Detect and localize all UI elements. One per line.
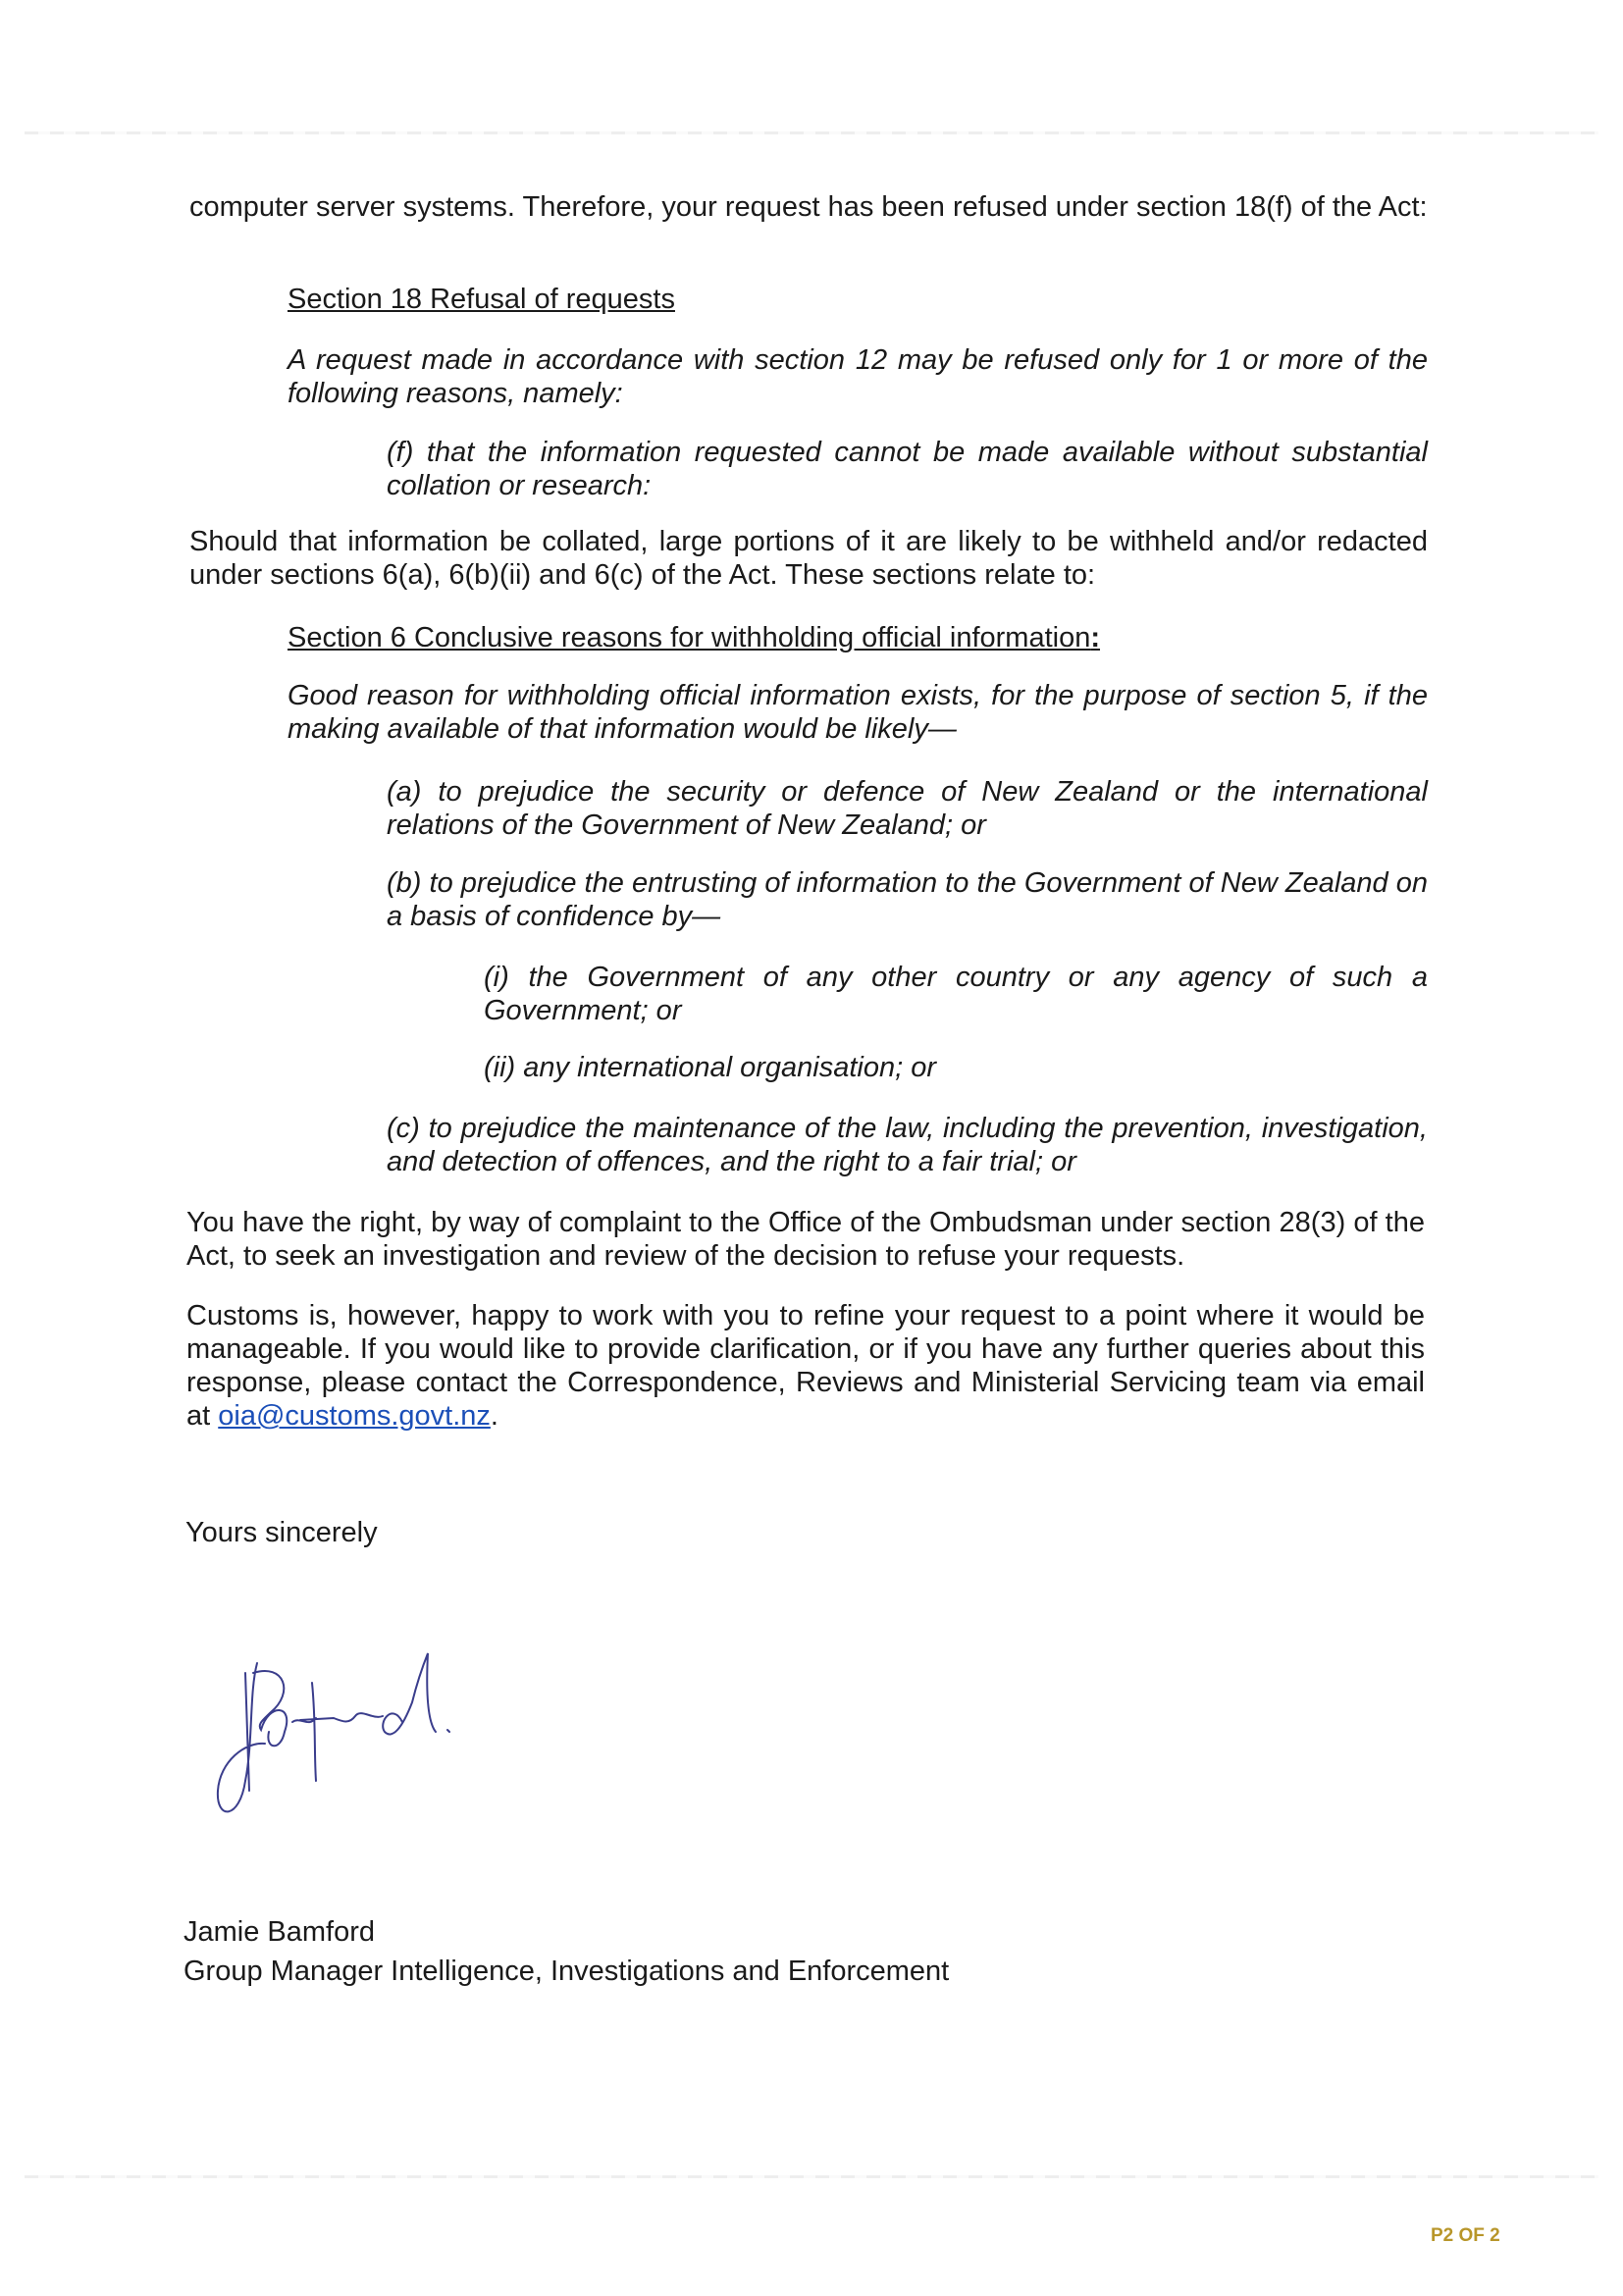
section-6-heading-colon: : bbox=[1090, 622, 1101, 653]
paragraph-ombudsman: You have the right, by way of complaint to the Office of the Ombudsman under section 28(3) of the Act, to seek an investigation and review of the decision to refuse your requests. bbox=[186, 1207, 1425, 1272]
paragraph-contact bbox=[186, 1299, 1425, 1433]
email-link[interactable]: oia@customs.govt.nz bbox=[218, 1400, 491, 1432]
signature-image bbox=[206, 1634, 491, 1830]
section-18-text: A request made in accordance with section 12 may be refused only for 1 or more of the following reasons, namely: bbox=[288, 344, 1428, 409]
section-6-a: (a) to prejudice the security or defence of New Zealand or the international relations of the Government of New Zealand; or bbox=[387, 776, 1428, 841]
scan-artifact-bottom bbox=[25, 2175, 1598, 2178]
page-number: P2 OF 2 bbox=[1431, 2225, 1500, 2246]
section-6-c: (c) to prejudice the maintenance of the law, including the prevention, investigation, and detection of offences, and the right to a fair trial; or bbox=[387, 1113, 1428, 1177]
contact-text: Customs is, however, happy to work with you to refine your request to a point where it would be manageable. If you would like to provide clarification, or if you have any further queries about this response, please contact the Correspondence, Reviews and Ministerial Servicing team via email at bbox=[186, 1300, 1425, 1432]
salutation: Yours sincerely bbox=[185, 1517, 378, 1548]
section-6-b-ii: (ii) any international organisation; or bbox=[484, 1052, 937, 1083]
section-6-heading bbox=[288, 621, 1100, 654]
section-6-text: Good reason for withholding official information exists, for the purpose of section 5, if the making available of that information would be likely— bbox=[288, 680, 1428, 745]
section-18-heading: Section 18 Refusal of requests bbox=[288, 284, 675, 315]
section-6-b-i: (i) the Government of any other country or any agency of such a Government; or bbox=[484, 962, 1428, 1026]
section-6-heading-text: Section 6 Conclusive reasons for withholding official information bbox=[288, 622, 1091, 653]
paragraph-withheld: Should that information be collated, large portions of it are likely to be withheld and/or redacted under sections 6(a), 6(b)(ii) and 6(c) of the Act. These sections relate to: bbox=[189, 526, 1428, 591]
signatory-name: Jamie Bamford bbox=[183, 1916, 376, 1948]
section-6-b: (b) to prejudice the entrusting of information to the Government of New Zealand on a basis of confidence by— bbox=[387, 867, 1428, 932]
contact-end: . bbox=[490, 1400, 498, 1432]
paragraph-refusal: computer server systems. Therefore, your request has been refused under section 18(f) of the Act: bbox=[189, 191, 1428, 223]
scan-artifact-top bbox=[25, 131, 1598, 134]
section-18-f: (f) that the information requested cannot be made available without substantial collation or research: bbox=[387, 437, 1428, 501]
signatory-title: Group Manager Intelligence, Investigations and Enforcement bbox=[183, 1956, 950, 1987]
